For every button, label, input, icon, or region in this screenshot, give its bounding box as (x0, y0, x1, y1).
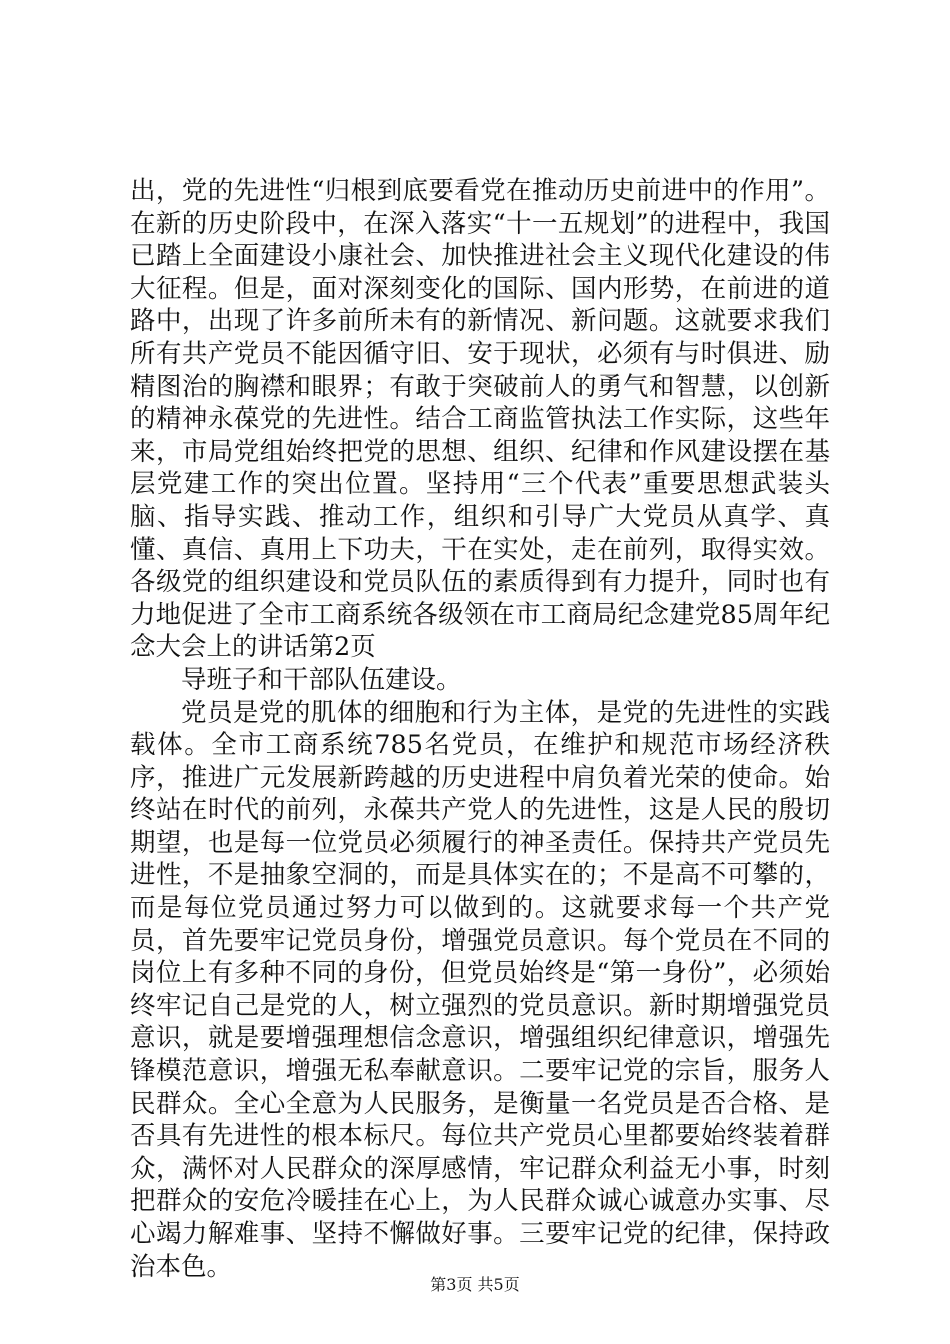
paragraph-continued-heading: 导班子和干部队伍建设。 (181, 664, 462, 695)
paragraph-party-members: 党员是党的肌体的细胞和行为主体，是党的先进性的实践载体。全市工商系统785名党员，在维护和规范市场经济秩序，推进广元发展新跨越的历史进程中肩负着光荣的使命。始终站在时代的前列，永葆共产党人的先进性，这是人民的殷切期望，也是每一位党员必须履行的神圣责任。保持共产党员先进性，不是抽象空洞的，而是具体实在的；不是高不可攀的，而是每位党员通过努力可以做到的。这就要求每一个共产党员，首先要牢记党员身份，增强党员意识。每个党员在不同的岗位上有多种不同的身份，但党员始终是“第一身份”，必须始终牢记自己是党的人，树立强烈的党员意识。新时期增强党员意识，就是要增强理想信念意识，增强组织纪律意识，增强先锋模范意识，增强无私奉献意识。二要牢记党的宗旨，服务人民群众。全心全意为人民服务，是衡量一名党员是否合格、是否具有先进性的根本标尺。每位共产党员心里都要始终装着群众，满怀对人民群众的深厚感情，牢记群众利益无小事，时刻把群众的安危冷暖挂在心上，为人民群众诚心诚意办实事、尽心竭力解难事、坚持不懈做好事。三要牢记党的纪律，保持政治本色。 (130, 697, 830, 1282)
paragraph-continued: 出，党的先进性“归根到底要看党在推动历史前进中的作用”。在新的历史阶段中，在深入落实“十一五规划”的进程中，我国已踏上全面建设小康社会、加快推进社会主义现代化建设的伟大征程。但是，面对深刻变化的国际、国内形势，在前进的道路中，出现了许多前所未有的新情况、新问题。这就要求我们所有共产党员不能因循守旧、安于现状，必须有与时俱进、励精图治的胸襟和眼界；有敢于突破前人的勇气和智慧，以创新的精神永葆党的先进性。结合工商监管执法工作实际，这些年来，市局党组始终把党的思想、组织、纪律和作风建设摆在基层党建工作的突出位置。坚持用“三个代表”重要思想武装头脑、指导实践、推动工作，组织和引导广大党员从真学、真懂、真信、真用上下功夫，干在实处，走在前列，取得实效。各级党的组织建设和党员队伍的素质得到有力提升，同时也有力地促进了全市工商系统各级领在市工商局纪念建党85周年纪念大会上的讲话第2页 (130, 176, 830, 663)
document-body (130, 175, 830, 1283)
page-footer: 第3页 共5页 (430, 1275, 520, 1294)
